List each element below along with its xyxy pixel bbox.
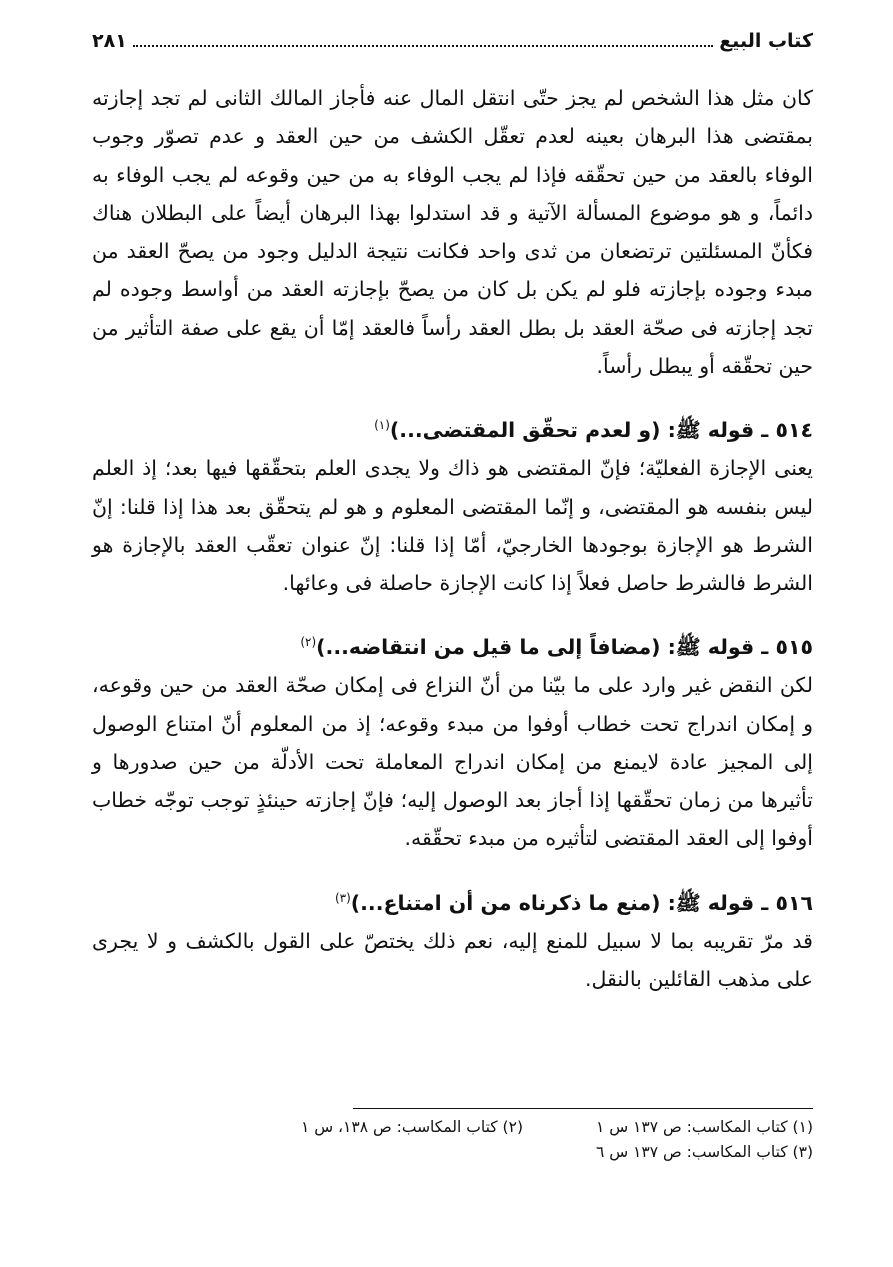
- footnote-row: [92, 1140, 813, 1165]
- section-paragraph: لكن النقض غير وارد على ما بيّنا من أنّ النزاع فى إمكان صحّة العقد من حين وقوعه، و إمكان اندراج تحت خطاب أوفوا من مبدء وقوعه؛ إذ من المعلوم أنّ امتناع الوصول إلى المجيز عادة لايمنع من إمكان اندراج المعاملة تحت الأدلّة من حين صدورها و تأثيرها من زمان تحقّقها إذا أجاز بعد الوصول إليه؛ فإنّ إجازته حينئذٍ توجب توجّه خطاب أوفوا إلى العقد المقتضى لتأثيره من مبدء تحقّقه.: [92, 673, 813, 851]
- section-heading-text: ٥١٤ ـ قوله ﷺ: (و لعدم تحقّق المقتضى...): [389, 418, 813, 443]
- footnote-3: (٣) كتاب المكاسب: ص ١٣٧ س ٦: [595, 1143, 813, 1161]
- footnote-row: [92, 1115, 813, 1140]
- footnote-2: (٢) كتاب المكاسب: ص ١٣٨، س ١: [300, 1118, 523, 1136]
- running-header: [92, 30, 813, 60]
- section-heading-text: ٥١٥ ـ قوله ﷺ: (مضافاً إلى ما قيل من انتقاضه...): [316, 635, 813, 660]
- section-heading: [92, 406, 813, 449]
- section-heading: [92, 623, 813, 666]
- footnote-reference: (١): [374, 418, 390, 433]
- section-paragraph: قد مرّ تقريبه بما لا سبيل للمنع إليه، نعم ذلك يختصّ على القول بالكشف و لا يجرى على مذهب القائلين بالنقل.: [92, 928, 813, 991]
- header-dot-leader: [133, 33, 713, 47]
- page-number: ٢٨١: [92, 30, 127, 52]
- section-heading: [92, 879, 813, 922]
- footnote-reference: (٣): [334, 890, 351, 905]
- section-514: [92, 406, 813, 602]
- section-516: [92, 879, 813, 998]
- footnotes: [92, 1108, 813, 1165]
- section-heading-text: ٥١٦ ـ قوله ﷺ: (منع ما ذكرناه من أن امتناع...): [350, 890, 813, 915]
- section-515: [92, 623, 813, 857]
- footnote-1: (١) كتاب المكاسب: ص ١٣٧ س ١: [595, 1118, 813, 1136]
- intro-paragraph: كان مثل هذا الشخص لم يجز حتّى انتقل المال عنه فأجاز المالك الثانى لم تجد إجازته بمقتضى هذا البرهان بعينه لعدم تعقّل الكشف من حين العقد و عدم تصوّر وجوب الوفاء بالعقد من حين تحقّقه فإذا لم يجب الوفاء به من حين وقوعه لم يجب الوفاء به دائماً، و هو موضوع المسألة الآتية و قد استدلوا بهذا البرهان أيضاً على البطلان هناك فكأنّ المسئلتين ترتضعان من ثدى واحد فكانت نتيجة الدليل وجود من يصحّ العقد من مبدء وجوده بإجازته فلو لم يكن بل كان من يصحّ بإجازته العقد من أواسط وجوده لم تجد إجازته فى صحّة العقد بل بطل العقد رأساً فالعقد إمّا أن يقع على صفة التأثير من حين تحقّقه أو يبطل رأساً.: [92, 86, 813, 379]
- book-title: كتاب البيع: [719, 30, 813, 52]
- footnote-divider: [353, 1108, 813, 1109]
- section-paragraph: يعنى الإجازة الفعليّة؛ فإنّ المقتضى هو ذاك ولا يجدى العلم بتحقّقها فيها بعد؛ إذ العلم ليس بنفسه هو المقتضى، و إنّما المقتضى المعلوم و هو لم يتحقّق بعد هذا إذا قلنا: إنّ الشرط هو الإجازة بوجودها الخارجيّ، أمّا إذا قلنا: إنّ عنوان تعقّب العقد بالإجازة هو الشرط فالشرط حاصل فعلاً إذا كانت الإجازة حاصلة فى وعائها.: [92, 456, 813, 596]
- footnote-reference: (٢): [300, 635, 317, 650]
